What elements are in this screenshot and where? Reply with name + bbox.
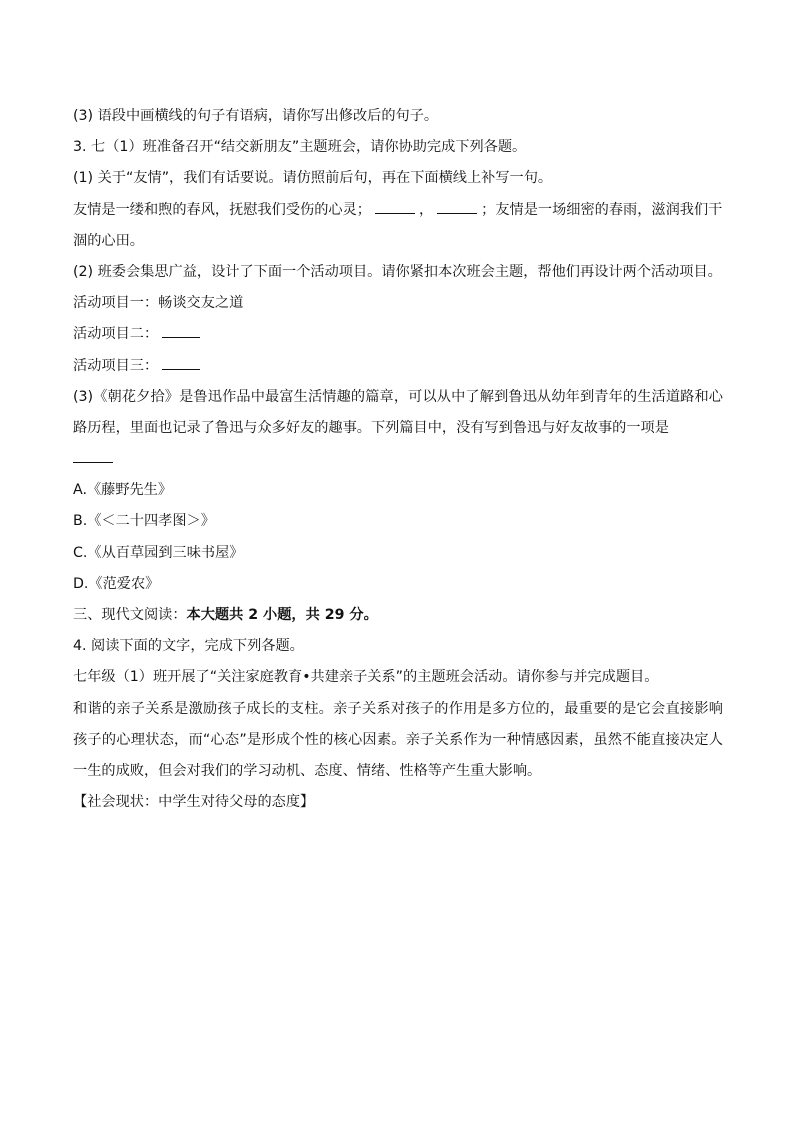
question-3-1-prompt: (1) 关于“友情”，我们有话要说。请仿照前后句，再在下面横线上补写一句。 bbox=[73, 170, 553, 187]
question-3-3-prompt: (3)《朝花夕拾》是鲁迅作品中最富生活情趣的篇章，可以从中了解到鲁迅从幼年到青年的生活道路和心路历程，里面也记录了鲁迅与众多好友的趣事。下列篇目中，没有写到鲁迅与好友故事的一项是 bbox=[73, 388, 723, 436]
question-3-1-sentence bbox=[73, 195, 723, 226]
activity-2-blank[interactable] bbox=[162, 323, 200, 338]
question-3-intro: 3. 七（1）班准备召开“结交新朋友”主题班会，请你协助完成下列各题。 bbox=[73, 139, 527, 156]
option-b: B.《＜二十四孝图＞》 bbox=[73, 513, 215, 530]
sentence-part-b: ；友情是一场细密的春雨，滋润我们干 bbox=[481, 201, 723, 218]
section-3-scoring: 本大题共 2 小题，共 29 分。 bbox=[186, 607, 378, 624]
sentence-separator: ， bbox=[418, 201, 434, 218]
question-4-subheading: 【社会现状：中学生对待父母的态度】 bbox=[73, 794, 315, 811]
question-3-3-blank[interactable] bbox=[73, 448, 113, 463]
question-3-3-answer-line bbox=[73, 444, 723, 475]
option-a: A.《藤野先生》 bbox=[73, 482, 173, 499]
activity-3-label: 活动项目三： bbox=[73, 357, 159, 374]
question-3-modify-line: (3) 语段中画横线的句子有语病，请你写出修改后的句子。 bbox=[73, 108, 439, 124]
sentence-part-a: 友情是一缕和煦的春风，抚慰我们受伤的心灵； bbox=[73, 201, 371, 218]
activity-2-label: 活动项目二： bbox=[73, 326, 159, 343]
activity-item-3 bbox=[73, 351, 723, 382]
question-3-2-prompt: (2) 班委会集思广益，设计了下面一个活动项目。请你紧扣本次班会主题，帮他们再设计两个活动项目。 bbox=[73, 263, 722, 280]
activity-3-blank[interactable] bbox=[162, 355, 200, 370]
activity-item-2 bbox=[73, 319, 723, 350]
section-3-heading bbox=[73, 600, 723, 631]
question-4-intro: 4. 阅读下面的文字，完成下列各题。 bbox=[73, 638, 304, 655]
section-3-prefix: 三、现代文阅读： bbox=[73, 607, 187, 624]
question-4-context: 七年级（1）班开展了“关注家庭教育•共建亲子关系”的主题班会活动。请你参与并完成题目。 bbox=[73, 669, 659, 686]
exam-content bbox=[73, 101, 723, 818]
question-3-1-sentence-continued: 涸的心田。 bbox=[73, 232, 144, 249]
option-c: C.《从百草园到三味书屋》 bbox=[73, 544, 244, 561]
option-d: D.《范爱农》 bbox=[73, 575, 160, 592]
activity-item-1: 活动项目一：畅谈交友之道 bbox=[73, 295, 244, 312]
answer-blank-1[interactable] bbox=[375, 199, 415, 214]
answer-blank-2[interactable] bbox=[437, 199, 477, 214]
question-4-paragraph: 和谐的亲子关系是激励孩子成长的支柱。亲子关系对孩子的作用是多方位的，最重要的是它会直接影响孩子的心理状态，而“心态”是形成个性的核心因素。亲子关系作为一种情感因素，虽然不能直接决定人一生的成败，但会对我们的学习动机、态度、情绪、性格等产生重大影响。 bbox=[73, 700, 723, 779]
